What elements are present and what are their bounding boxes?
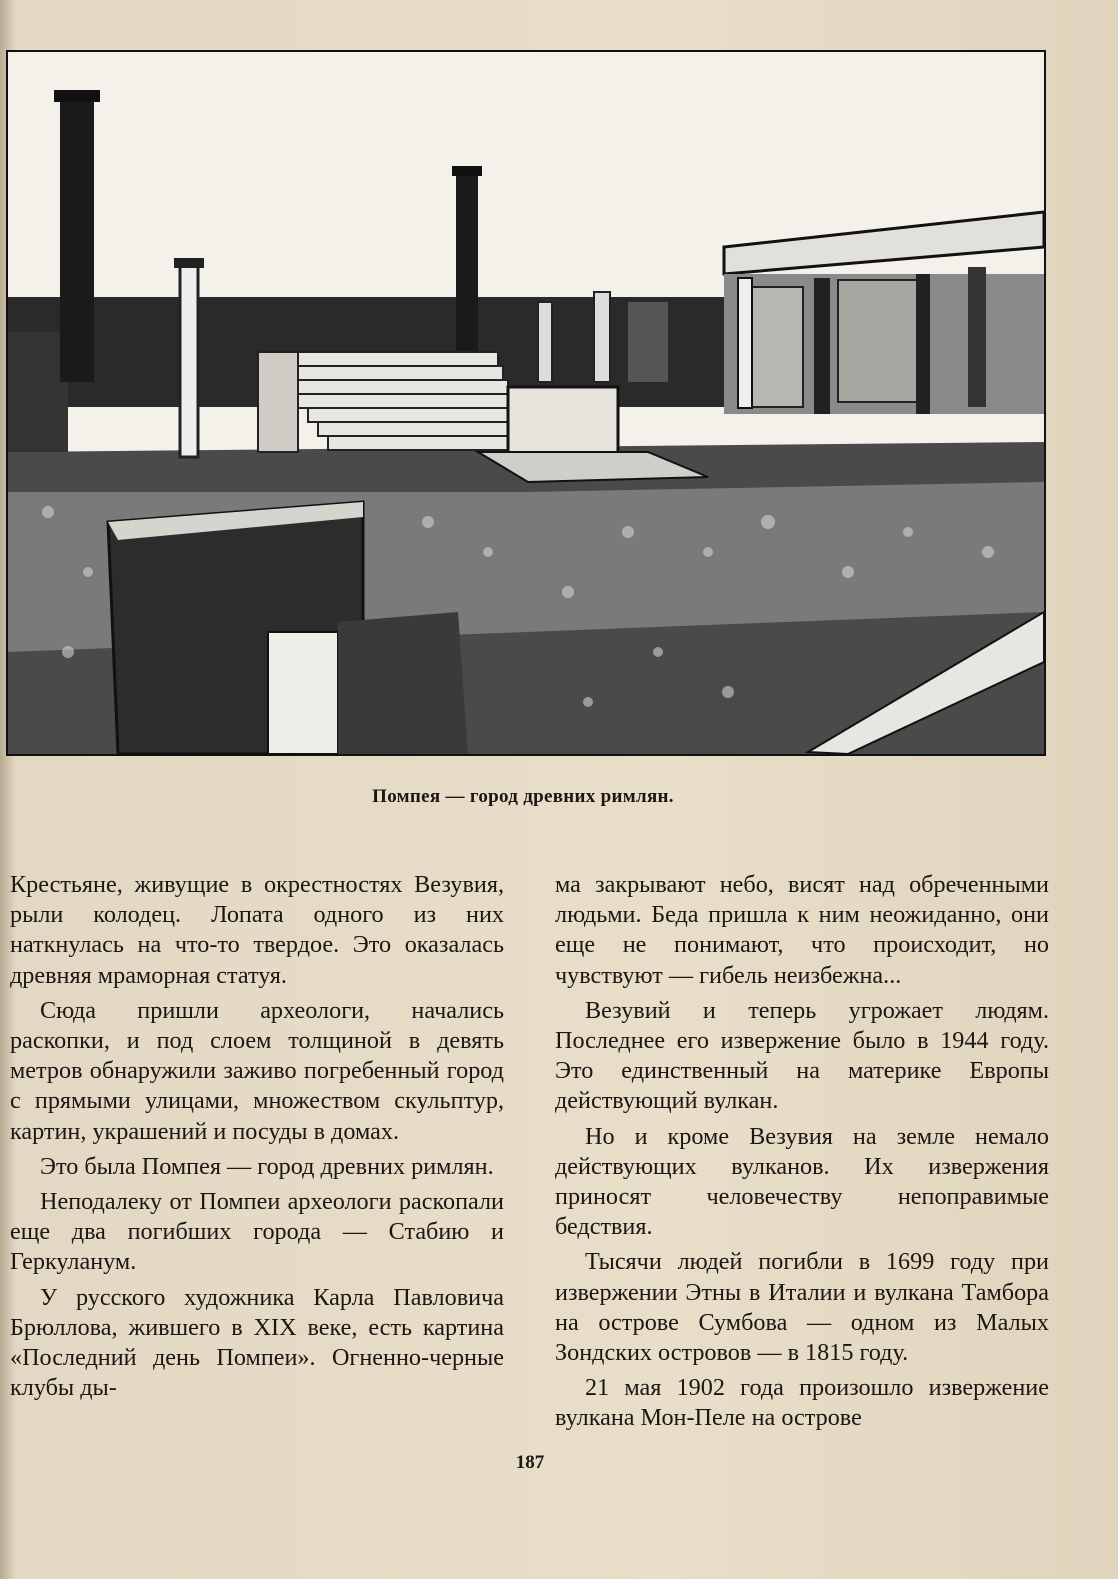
right-text-column (555, 870, 1049, 1439)
pompeii-ruins-photo (6, 50, 1046, 756)
paragraph: У русского художника Карла Павловича Брюллова, жившего в XIX веке, есть картина «Последний день Помпеи». Огненно-черные клубы ды- (10, 1283, 504, 1402)
paragraph: Тысячи людей погибли в 1699 году при извержении Этны в Италии и вулкана Тамбора на острове Сумбова — одном из Малых Зондских островов — в 1815 году. (555, 1248, 1049, 1367)
paragraph: Это была Помпея — город древних римлян. (40, 1152, 494, 1180)
paragraph: Но и кроме Везувия на земле немало действующих вулканов. Их извержения приносят человечеству непоправимые бедствия. (555, 1122, 1049, 1241)
left-text-column (10, 870, 504, 1408)
paragraph: ма закрывают небо, висят над обреченными людьми. Беда пришла к ним неожиданно, они еще не понимают, что происходит, но чувствуют — гибель неизбежна... (555, 871, 1049, 989)
paragraph: Неподалеку от Помпеи археологи раскопали еще два погибших города — Стабию и Геркуланум. (10, 1188, 504, 1276)
paragraph: Везувий и теперь угрожает людям. Последнее его извержение было в 1944 году. Это единственный на материке Европы действующий вулкан. (555, 996, 1049, 1115)
page-number: 187 (515, 1452, 545, 1473)
paragraph: Крестьяне, живущие в окрестностях Везувия, рыли колодец. Лопата одного из них наткнулась на что-то твердое. Это оказалась древняя мраморная статуя. (10, 871, 504, 989)
figure-caption: Помпея — город древних римлян. (372, 786, 674, 807)
paragraph: Сюда пришли археологи, начались раскопки, и под слоем толщиной в девять метров обнаружили заживо погребенный город с прямыми улицами, множеством скульптур, картин, украшений и посуды в домах. (10, 996, 504, 1145)
paragraph: 21 мая 1902 года произошло извержение вулкана Мон-Пеле на острове (555, 1374, 1049, 1432)
